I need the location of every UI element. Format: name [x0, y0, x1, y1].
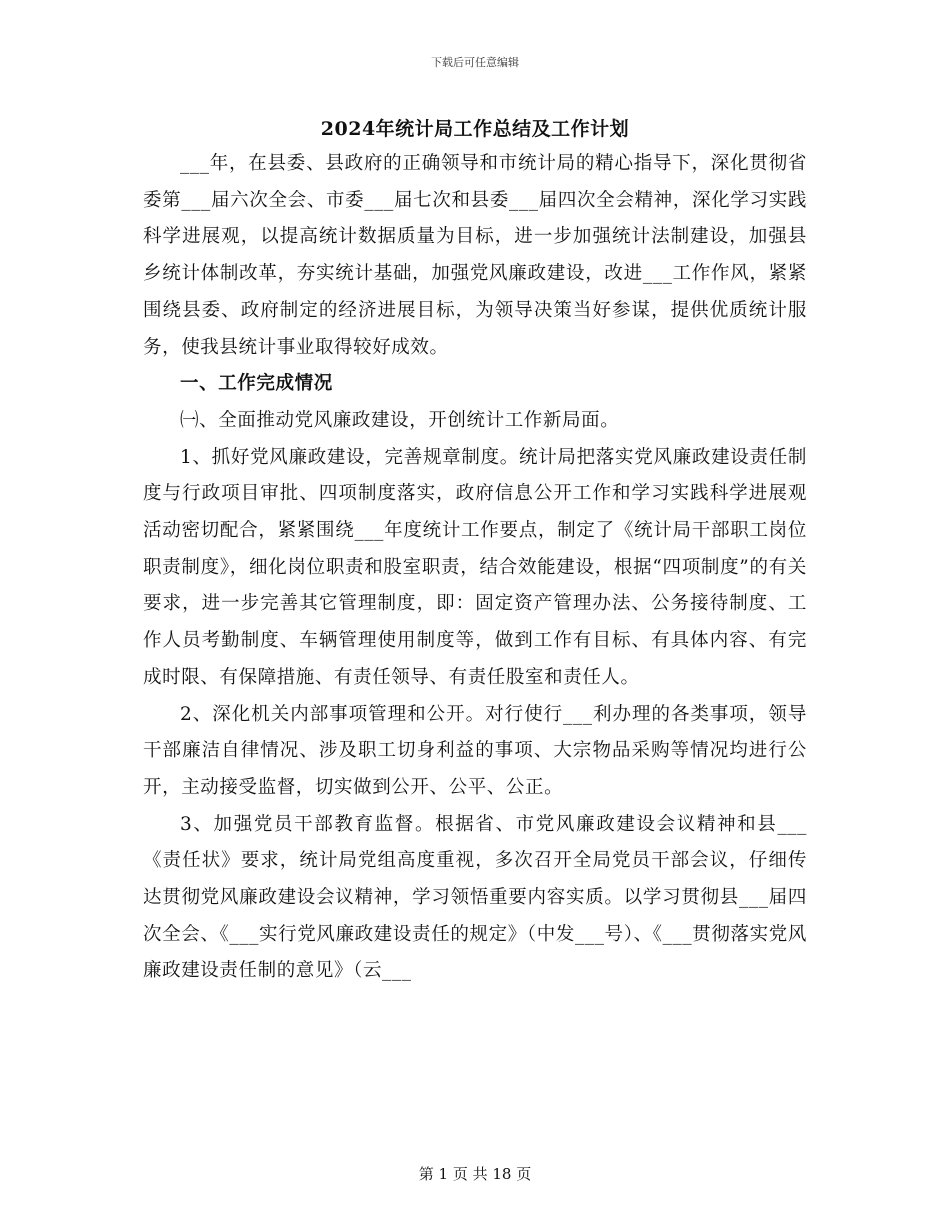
subsection-heading: ㈠、全面推动党风廉政建设，开创统计工作新局面。 — [180, 409, 620, 431]
section-heading: 一、工作完成情况 — [180, 373, 333, 395]
item-1-paragraph: 1、抓好党风廉政建设，完善规章制度。统计局把落实党风廉政建设责任制度与行政项目审批、四项制度落实，政府信息公开工作和学习实践科学进展观活动密切配合，紧紧围绕___年度统计工作要点，制定了《统计局干部职工岗位职责制度》，细化岗位职责和股室职责，结合效能建设，根据“四项制度”的有关要求，进一步完善其它管理制度，即：固定资产管理办法、公务接待制度、工作人员考勤制度、车辆管理使用制度等，做到工作有目标、有具体内容、有完成时限、有保障措施、有责任领导、有责任股室和责任人。 — [143, 446, 807, 688]
header-note: 下载后可任意编辑 — [431, 56, 519, 69]
intro-paragraph: ___年，在县委、县政府的正确领导和市统计局的精心指导下，深化贯彻省委第___届六次全会、市委___届七次和县委___届四次全会精神，深化学习实践科学进展观，以提高统计数据质量为目标，进一步加强统计法制建设，加强县乡统计体制改革，夯实统计基础，加强党风廉政建设，改进___工作作风，紧紧围绕县委、政府制定的经济进展目标，为领导决策当好参谋，提供优质统计服务，使我县统计事业取得较好成效。 — [143, 153, 807, 358]
item-2-paragraph: 2、深化机关内部事项管理和公开。对行使行___利办理的各类事项，领导干部廉洁自律情况、涉及职工切身利益的事项、大宗物品采购等情况均进行公开，主动接受监督，切实做到公开、公平、公正。 — [143, 703, 807, 798]
page-number: 第 1 页 共 18 页 — [418, 1165, 532, 1183]
item-3-paragraph: 3、加强党员干部教育监督。根据省、市党风廉政建设会议精神和县___《责任状》要求，统计局党组高度重视，多次召开全局党员干部会议，仔细传达贯彻党风廉政建设会议精神，学习领悟重要内容实质。以学习贯彻县___届四次全会、《___实行党风廉政建设责任的规定》（中发___号）、《___贯彻落实党风廉政建设责任制的意见》（云___ — [143, 813, 807, 982]
document-body — [143, 146, 807, 990]
document-title: 2024年统计局工作总结及工作计划 — [320, 118, 630, 140]
